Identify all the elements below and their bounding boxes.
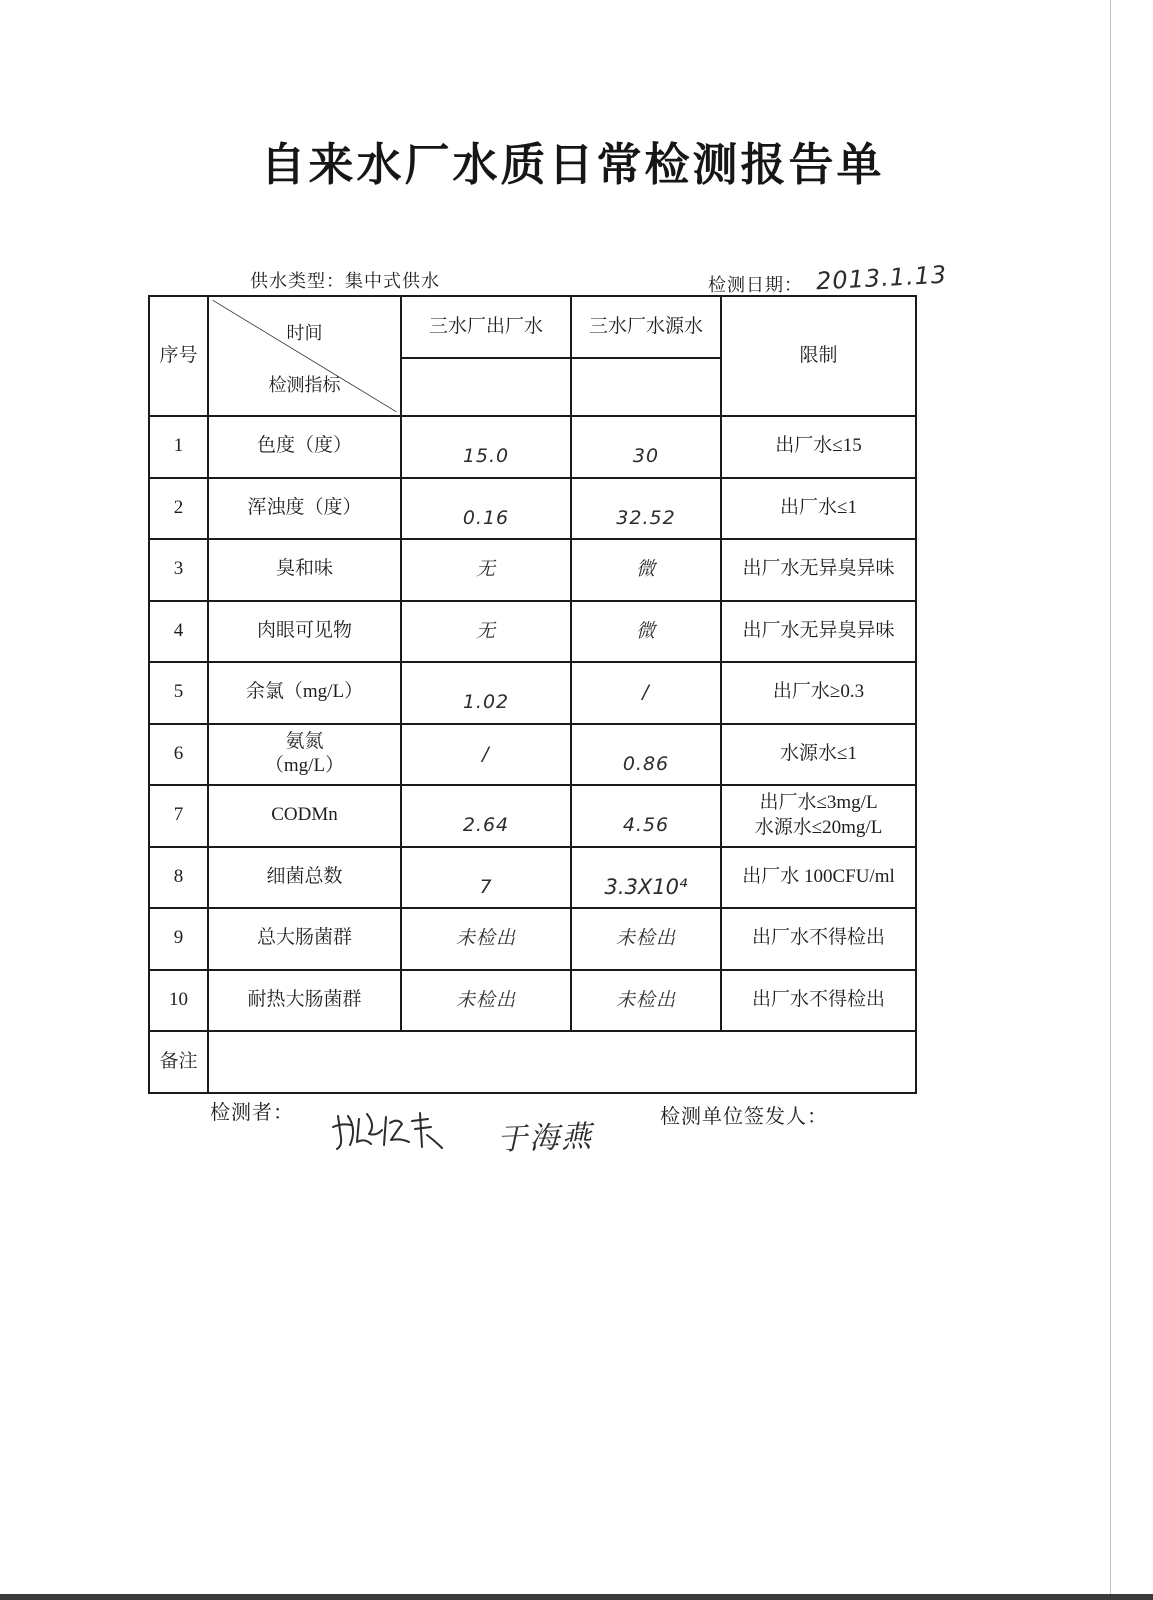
remarks-label: 备注 (149, 1031, 208, 1093)
table-row (149, 416, 916, 478)
remarks-field (208, 1031, 916, 1093)
row-indicator: 细菌总数 (208, 847, 401, 909)
row-source-value: 未检出 (571, 970, 721, 1032)
row-source-value: 30 (571, 416, 721, 478)
row-indicator: 浑浊度（度） (208, 478, 401, 540)
row-no: 3 (149, 539, 208, 601)
row-source-value: 未检出 (571, 908, 721, 970)
row-no: 2 (149, 478, 208, 540)
issuer-label: 检测单位签发人： (660, 1106, 828, 1128)
row-outlet-value: 2.64 (401, 785, 571, 847)
table-row (149, 601, 916, 663)
row-indicator: 色度（度） (208, 416, 401, 478)
row-limit-line: 水源水≤20mg/L (754, 816, 883, 838)
header-source: 三水厂水源水 (571, 296, 721, 358)
row-limit: 出厂水不得检出 (721, 970, 916, 1032)
table-row (149, 785, 916, 847)
row-no: 7 (149, 785, 208, 847)
row-source-value: 32.52 (571, 478, 721, 540)
row-indicator: 臭和味 (208, 539, 401, 601)
row-no: 6 (149, 724, 208, 786)
row-outlet-value: 未检出 (401, 970, 571, 1032)
row-no: 9 (149, 908, 208, 970)
row-limit: 出厂水无异臭异味 (721, 539, 916, 601)
row-no: 1 (149, 416, 208, 478)
inspector-signature (330, 1108, 446, 1154)
row-no: 5 (149, 662, 208, 724)
row-indicator: CODMn (208, 785, 401, 847)
header-indicator-time (208, 296, 401, 416)
table-row (149, 478, 916, 540)
row-indicator: 总大肠菌群 (208, 908, 401, 970)
remarks-row (149, 1031, 916, 1093)
header-outlet: 三水厂出厂水 (401, 296, 571, 358)
row-indicator: 耐热大肠菌群 (208, 970, 401, 1032)
row-limit: 水源水≤1 (721, 724, 916, 786)
row-limit-line: 出厂水≤3mg/L (759, 792, 878, 814)
row-limit: 出厂水≥0.3 (721, 662, 916, 724)
supply-type: 供水类型：集中式供水 (250, 271, 440, 291)
row-limit: 出厂水 100CFU/ml (721, 847, 916, 909)
row-no: 4 (149, 601, 208, 663)
row-limit: 出厂水≤15 (721, 416, 916, 478)
row-source-value: 微 (571, 539, 721, 601)
row-indicator-line: 氨氮 (285, 730, 324, 752)
test-date-label: 检测日期： (708, 275, 803, 295)
row-limit: 出厂水无异臭异味 (721, 601, 916, 663)
row-indicator: 余氯（mg/L） (208, 662, 401, 724)
table-row (149, 847, 916, 909)
header-source-blank (571, 358, 721, 416)
report-table (148, 295, 917, 1094)
table-row (149, 970, 916, 1032)
row-outlet-value: 无 (401, 601, 571, 663)
header-time: 时间 (286, 323, 323, 343)
row-source-value: 0.86 (571, 724, 721, 786)
row-outlet-value: 1.02 (401, 662, 571, 724)
row-source-value: 4.56 (571, 785, 721, 847)
row-source-value: 微 (571, 601, 721, 663)
diagonal-header-box (209, 298, 400, 414)
header-limit: 限制 (721, 296, 916, 416)
header-indicator: 检测指标 (268, 375, 341, 395)
row-source-value: 3.3X10⁴ (571, 847, 721, 909)
row-outlet-value: 无 (401, 539, 571, 601)
row-outlet-value: 0.16 (401, 478, 571, 540)
row-limit: 出厂水不得检出 (721, 908, 916, 970)
row-indicator-line: （mg/L） (264, 755, 345, 777)
row-limit (721, 785, 916, 847)
row-source-value: / (571, 662, 721, 724)
row-indicator: 肉眼可见物 (208, 601, 401, 663)
header-no: 序号 (149, 296, 208, 416)
row-no: 8 (149, 847, 208, 909)
row-outlet-value: 未检出 (401, 908, 571, 970)
second-signature: 于海燕 (496, 1119, 594, 1158)
table-row (149, 724, 916, 786)
page-title: 自来水厂水质日常检测报告单 (260, 138, 885, 191)
scan-edge (0, 1594, 1153, 1600)
paper-edge (1110, 0, 1111, 1600)
row-limit: 出厂水≤1 (721, 478, 916, 540)
test-date-value: 2013.1.13 (815, 260, 948, 296)
table-row (149, 908, 916, 970)
row-indicator (208, 724, 401, 786)
row-outlet-value: 15.0 (401, 416, 571, 478)
inspector-label: 检测者： (210, 1102, 294, 1124)
row-no: 10 (149, 970, 208, 1032)
row-outlet-value: 7 (401, 847, 571, 909)
table-row (149, 662, 916, 724)
header-outlet-blank (401, 358, 571, 416)
header-row (149, 296, 916, 358)
table-row (149, 539, 916, 601)
row-outlet-value: / (401, 724, 571, 786)
